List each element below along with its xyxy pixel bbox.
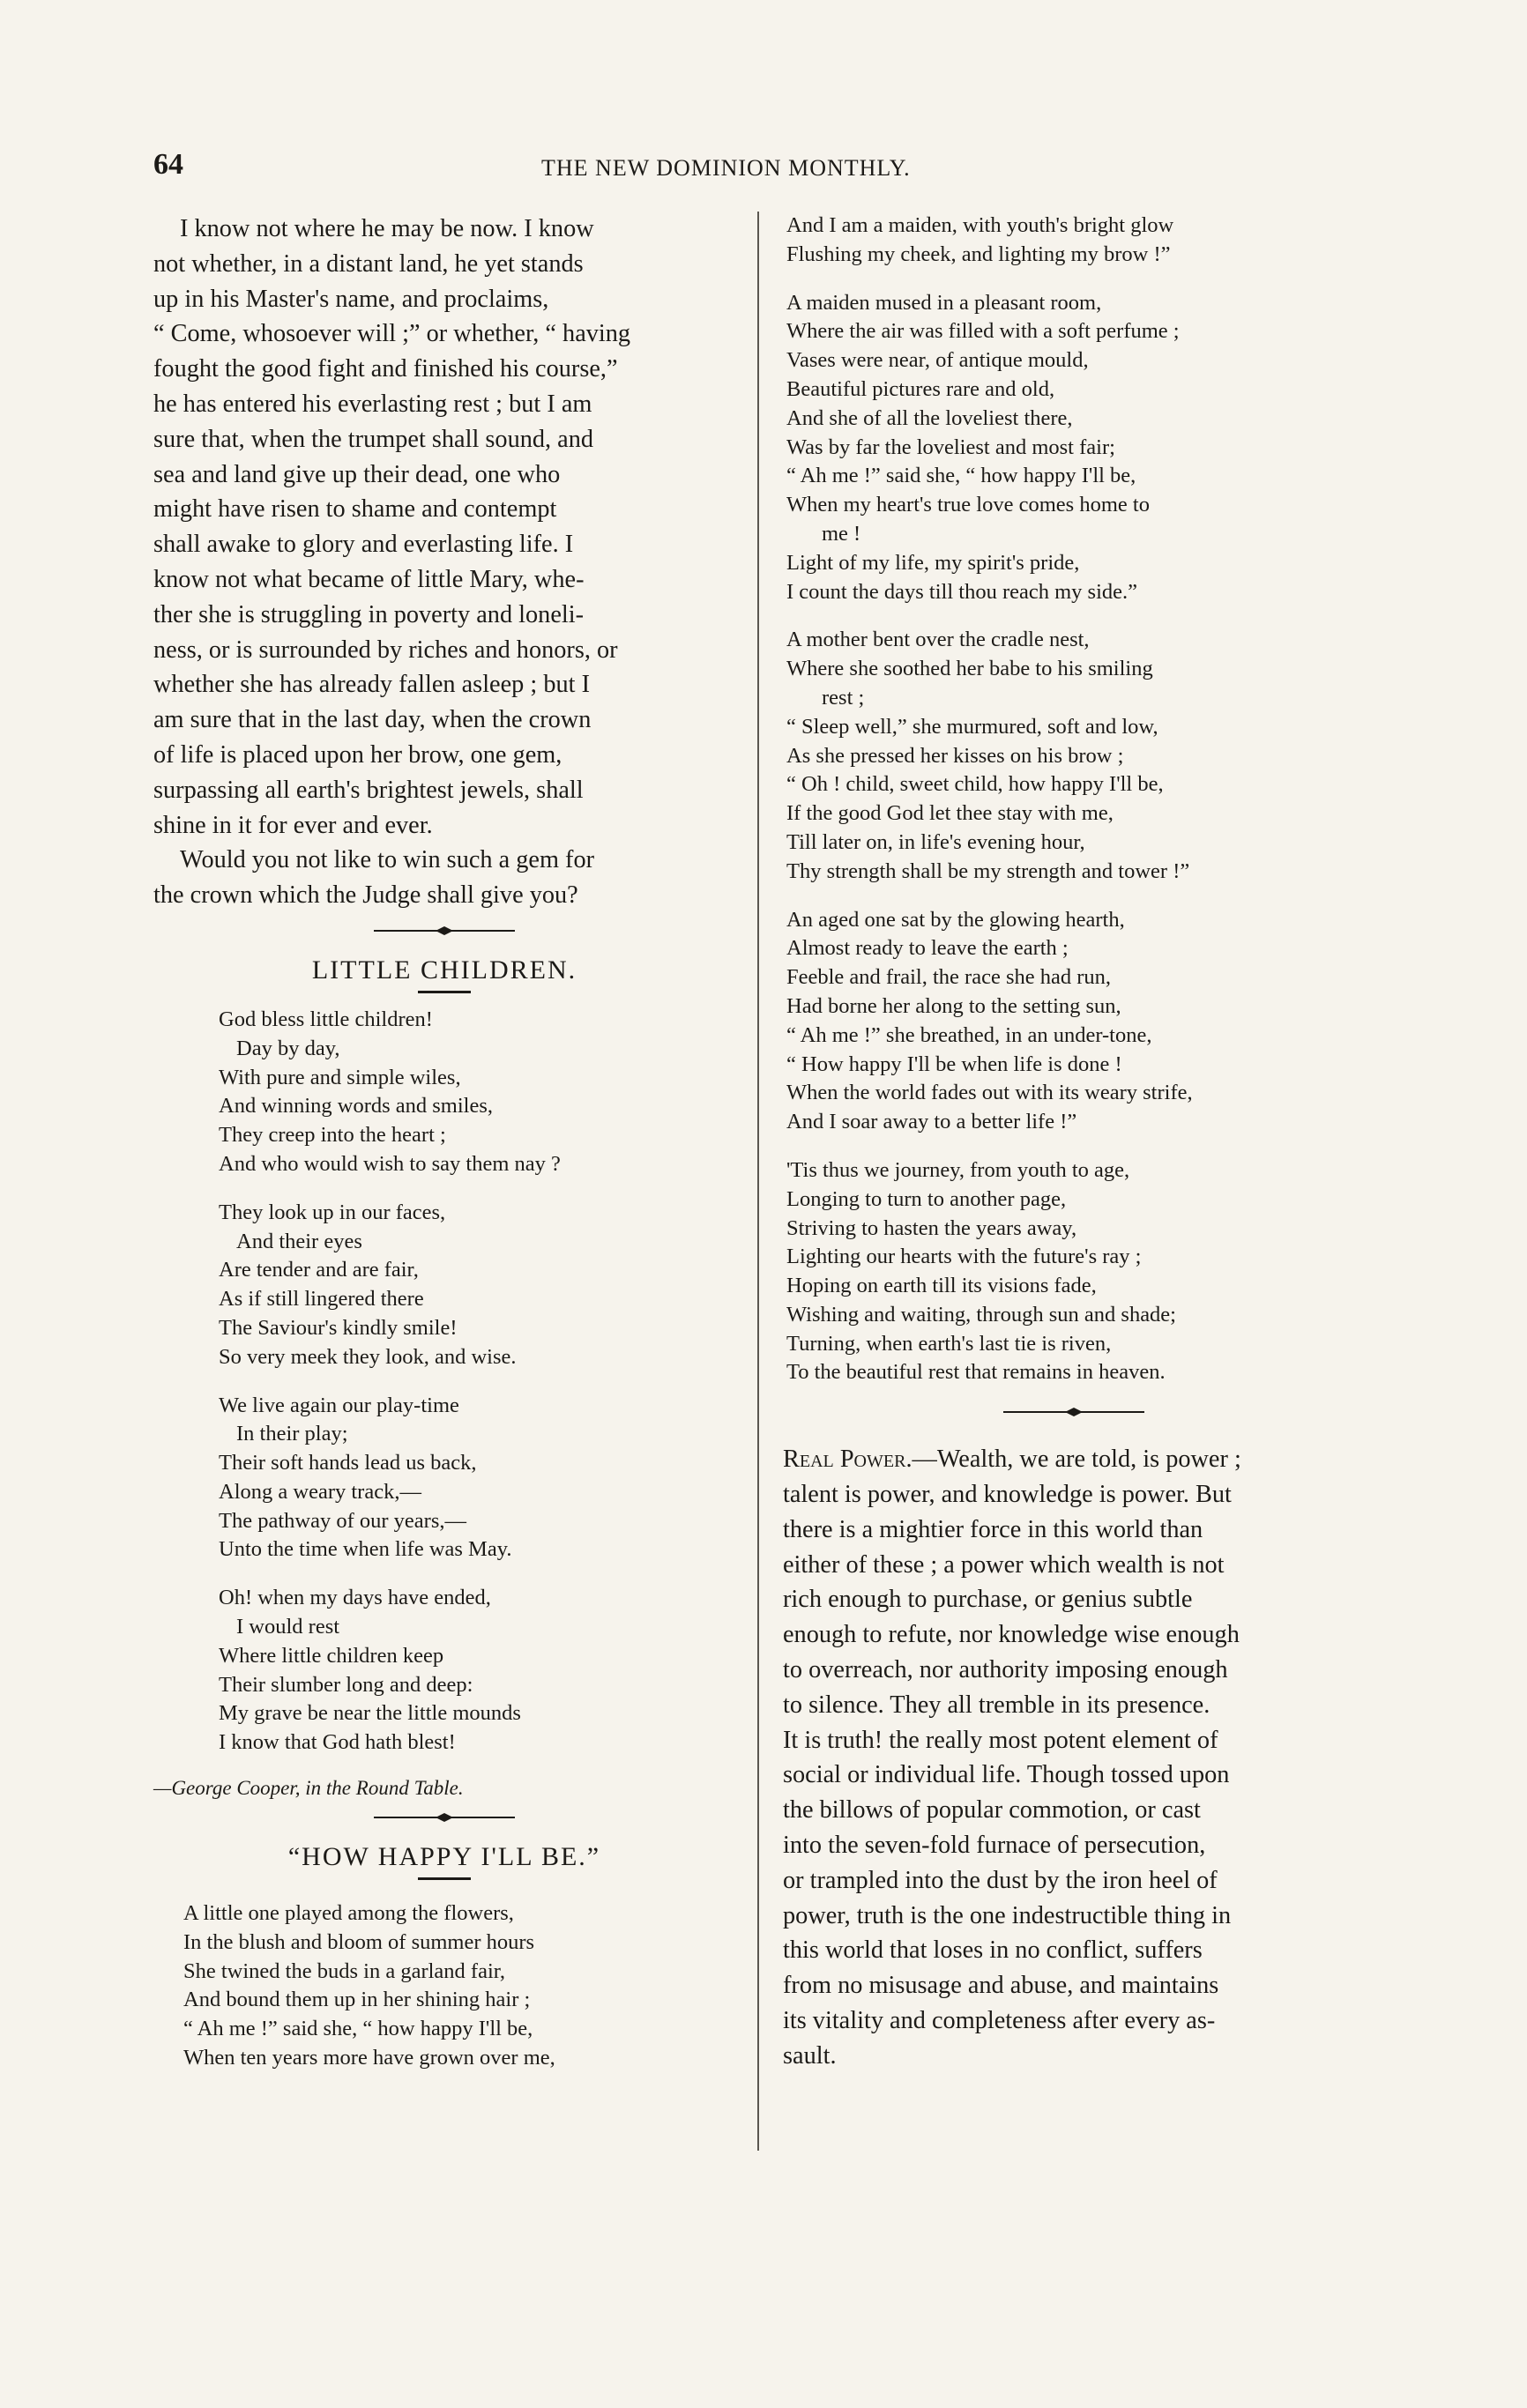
verse-line: I count the days till thou reach my side.”	[786, 579, 1138, 604]
text-line: am sure that in the last day, when the crown	[153, 706, 592, 734]
text-line: enough to refute, nor knowledge wise enough	[783, 1621, 1240, 1649]
verse-line: “ Ah me !” said she, “ how happy I'll be,	[183, 2017, 533, 2041]
text-line: the crown which the Judge shall give you?	[153, 881, 578, 910]
verse-line: Feeble and frail, the race she had run,	[786, 965, 1112, 990]
verse-line: To the beautiful rest that remains in heaven.	[786, 1360, 1166, 1385]
verse-line: The pathway of our years,—	[219, 1508, 466, 1533]
verse-line: Had borne her along to the setting sun,	[786, 993, 1121, 1018]
stanza	[219, 1006, 735, 1179]
verse-line: Where she soothed her babe to his smiling	[786, 657, 1153, 681]
text-line: sea and land give up their dead, one who	[153, 460, 561, 488]
running-title: THE NEW DOMINION MONTHLY.	[541, 155, 911, 181]
verse-line: An aged one sat by the glowing hearth,	[786, 907, 1125, 932]
poem-attribution: —George Cooper, in the Round Table.	[153, 1777, 464, 1800]
verse-line: Beautiful pictures rare and old,	[786, 376, 1055, 401]
stanza	[786, 212, 1365, 270]
two-column-body	[153, 212, 1370, 2327]
stanza	[183, 1899, 735, 2073]
verse-line: I would rest	[236, 1615, 340, 1639]
stanza	[786, 289, 1365, 607]
verse-line: rest ;	[822, 685, 865, 710]
text-line: I know not where he may be now. I know	[180, 215, 594, 242]
poem-how-happy-start	[183, 1899, 735, 2073]
verse-line: With pure and simple wiles,	[219, 1065, 461, 1089]
verse-line: God bless little children!	[219, 1007, 433, 1031]
verse-line: Longing to turn to another page,	[786, 1186, 1067, 1211]
verse-line: Where little children keep	[219, 1643, 444, 1668]
verse-line: And winning words and smiles,	[219, 1094, 493, 1119]
verse-line: Wishing and waiting, through sun and shade;	[786, 1302, 1176, 1327]
verse-line: Striving to hasten the years away,	[786, 1215, 1077, 1240]
text-line: ness, or is surrounded by riches and honors, or	[153, 635, 618, 664]
essay-real-power	[783, 1442, 1365, 2073]
text-line: the billows of popular commotion, or cast	[783, 1796, 1201, 1825]
text-line: might have risen to shame and contempt	[153, 495, 557, 524]
text-line: into the seven-fold furnace of persecution,	[783, 1832, 1206, 1860]
text-line: social or individual life. Though tossed upon	[783, 1761, 1230, 1789]
text-line: this world that loses in no conflict, suffers	[783, 1936, 1203, 1965]
poem-title-how-happy: “HOW HAPPY I'LL BE.”	[287, 1842, 601, 1872]
verse-line: Their soft hands lead us back,	[219, 1451, 477, 1475]
poem-title-little-children: LITTLE CHILDREN.	[311, 955, 577, 985]
verse-line: And I soar away to a better life !”	[786, 1110, 1077, 1134]
verse-line: “ How happy I'll be when life is done !	[786, 1052, 1122, 1076]
verse-line: I know that God hath blest!	[219, 1730, 456, 1755]
verse-line: “ Ah me !” said she, “ how happy I'll be,	[786, 464, 1136, 488]
verse-line: A little one played among the flowers,	[183, 1901, 514, 1926]
section-ornament	[1003, 1407, 1144, 1417]
verse-line: When the world fades out with its weary strife,	[786, 1081, 1193, 1105]
text-line: know not what became of little Mary, whe-	[153, 565, 585, 593]
text-line: It is truth! the really most potent element of	[783, 1726, 1218, 1754]
text-line: not whether, in a distant land, he yet stands	[153, 249, 584, 278]
text-line: power, truth is the one indestructible thing in	[783, 1901, 1232, 1929]
verse-line: Hoping on earth till its visions fade,	[786, 1274, 1097, 1298]
verse-line: “ Oh ! child, sweet child, how happy I'll be,	[786, 772, 1164, 797]
running-head	[153, 148, 1370, 196]
poem-little-children	[219, 1006, 735, 1758]
text-line: or trampled into the dust by the iron heel of	[783, 1866, 1218, 1894]
text-line: sure that, when the trumpet shall sound, and	[153, 425, 594, 453]
left-column	[153, 212, 735, 2092]
title-rule	[418, 991, 471, 993]
text-line: he has entered his everlasting rest ; but I am	[153, 390, 592, 418]
verse-line: Where the air was filled with a soft perfume ;	[786, 319, 1180, 344]
text-line: there is a mightier force in this world than	[783, 1515, 1203, 1543]
text-line: Would you not like to win such a gem for	[180, 846, 595, 874]
poem-how-happy-continued	[786, 212, 1365, 1387]
verse-line: They creep into the heart ;	[219, 1123, 446, 1148]
text-line: “ Come, whosoever will ;” or whether, “ having	[153, 320, 631, 348]
text-line: to silence. They all tremble in its presence.	[783, 1691, 1210, 1719]
verse-line: A mother bent over the cradle nest,	[786, 628, 1090, 652]
stanza	[786, 1156, 1365, 1387]
text-line: to overreach, nor authority imposing enough	[783, 1656, 1228, 1684]
text-line: rich enough to purchase, or genius subtle	[783, 1586, 1193, 1614]
verse-line: me !	[822, 521, 861, 546]
story-conclusion	[153, 212, 735, 843]
verse-line: In their play;	[236, 1422, 348, 1446]
stanza	[219, 1392, 735, 1565]
text-line: fought the good fight and finished his course,”	[153, 355, 618, 383]
verse-line: And I am a maiden, with youth's bright glow	[786, 213, 1174, 237]
verse-line: “ Ah me !” she breathed, in an under-tone,	[786, 1022, 1152, 1047]
stanza	[786, 626, 1365, 886]
verse-line: Unto the time when life was May.	[219, 1537, 512, 1562]
text-line: from no misusage and abuse, and maintains	[783, 1972, 1219, 2000]
verse-line: Along a weary track,—	[219, 1479, 421, 1504]
text-line: whether she has already fallen asleep ; but I	[153, 671, 590, 699]
verse-line: The Saviour's kindly smile!	[219, 1315, 458, 1340]
text-line: talent is power, and knowledge is power. But	[783, 1481, 1232, 1509]
verse-line: A maiden mused in a pleasant room,	[786, 290, 1102, 315]
verse-line: As if still lingered there	[219, 1287, 424, 1312]
verse-line: And she of all the loveliest there,	[786, 405, 1073, 430]
text-line: surpassing all earth's brightest jewels, shall	[153, 776, 584, 804]
verse-line: As she pressed her kisses on his brow ;	[786, 743, 1124, 768]
verse-line: Day by day,	[236, 1036, 340, 1060]
text-line: sault.	[783, 2041, 837, 2070]
text-line	[783, 1442, 1365, 1477]
verse-line: And their eyes	[236, 1229, 362, 1253]
stanza	[219, 1584, 735, 1758]
verse-line: Flushing my cheek, and lighting my brow !”	[786, 242, 1171, 266]
verse-line: Vases were near, of antique mould,	[786, 348, 1089, 373]
verse-line: She twined the buds in a garland fair,	[183, 1958, 506, 1983]
verse-line: Lighting our hearts with the future's ray ;	[786, 1245, 1142, 1269]
column-divider	[757, 212, 759, 2151]
text-line: shall awake to glory and everlasting life. I	[153, 531, 574, 559]
verse-line: Oh! when my days have ended,	[219, 1586, 491, 1610]
verse-line: “ Sleep well,” she murmured, soft and low,	[786, 714, 1158, 739]
verse-line: They look up in our faces,	[219, 1200, 446, 1224]
text-line: ther she is struggling in poverty and loneli-	[153, 600, 585, 628]
title-rule	[418, 1877, 471, 1880]
text-line: of life is placed upon her brow, one gem,	[153, 740, 562, 769]
verse-line: Their slumber long and deep:	[219, 1672, 473, 1697]
stanza	[219, 1199, 735, 1372]
verse-line: My grave be near the little mounds	[219, 1701, 521, 1726]
verse-line: Almost ready to leave the earth ;	[786, 936, 1069, 961]
section-ornament	[374, 1812, 515, 1823]
verse-line: Are tender and are fair,	[219, 1258, 419, 1282]
verse-line: Turning, when earth's last tie is riven,	[786, 1331, 1112, 1356]
section-ornament	[374, 925, 515, 936]
essay-first-line: —Wealth, we are told, is power ;	[912, 1446, 1241, 1474]
verse-line: In the blush and bloom of summer hours	[183, 1929, 535, 1954]
text-line: up in his Master's name, and proclaims,	[153, 285, 549, 313]
text-line: shine in it for ever and ever.	[153, 811, 433, 839]
story-question	[153, 843, 735, 913]
verse-line: If the good God let thee stay with me,	[786, 801, 1114, 826]
verse-line: When my heart's true love comes home to	[786, 493, 1150, 517]
verse-line: Light of my life, my spirit's pride,	[786, 550, 1080, 575]
stanza	[786, 906, 1365, 1137]
essay-lead-title: Real Power.	[783, 1446, 912, 1474]
verse-line: When ten years more have grown over me,	[183, 2046, 555, 2070]
verse-line: And bound them up in her shining hair ;	[183, 1988, 531, 2012]
verse-line: Was by far the loveliest and most fair;	[786, 435, 1115, 459]
verse-line: And who would wish to say them nay ?	[219, 1151, 561, 1176]
right-column	[783, 212, 1365, 2074]
verse-line: Till later on, in life's evening hour,	[786, 829, 1085, 854]
verse-line: So very meek they look, and wise.	[219, 1344, 517, 1369]
verse-line: We live again our play-time	[219, 1393, 459, 1417]
verse-line: 'Tis thus we journey, from youth to age,	[786, 1157, 1130, 1182]
text-line: either of these ; a power which wealth is not	[783, 1550, 1225, 1579]
page-number: 64	[153, 148, 183, 181]
text-line: its vitality and completeness after every as-	[783, 2007, 1216, 2035]
verse-line: Thy strength shall be my strength and tower !”	[786, 858, 1190, 883]
